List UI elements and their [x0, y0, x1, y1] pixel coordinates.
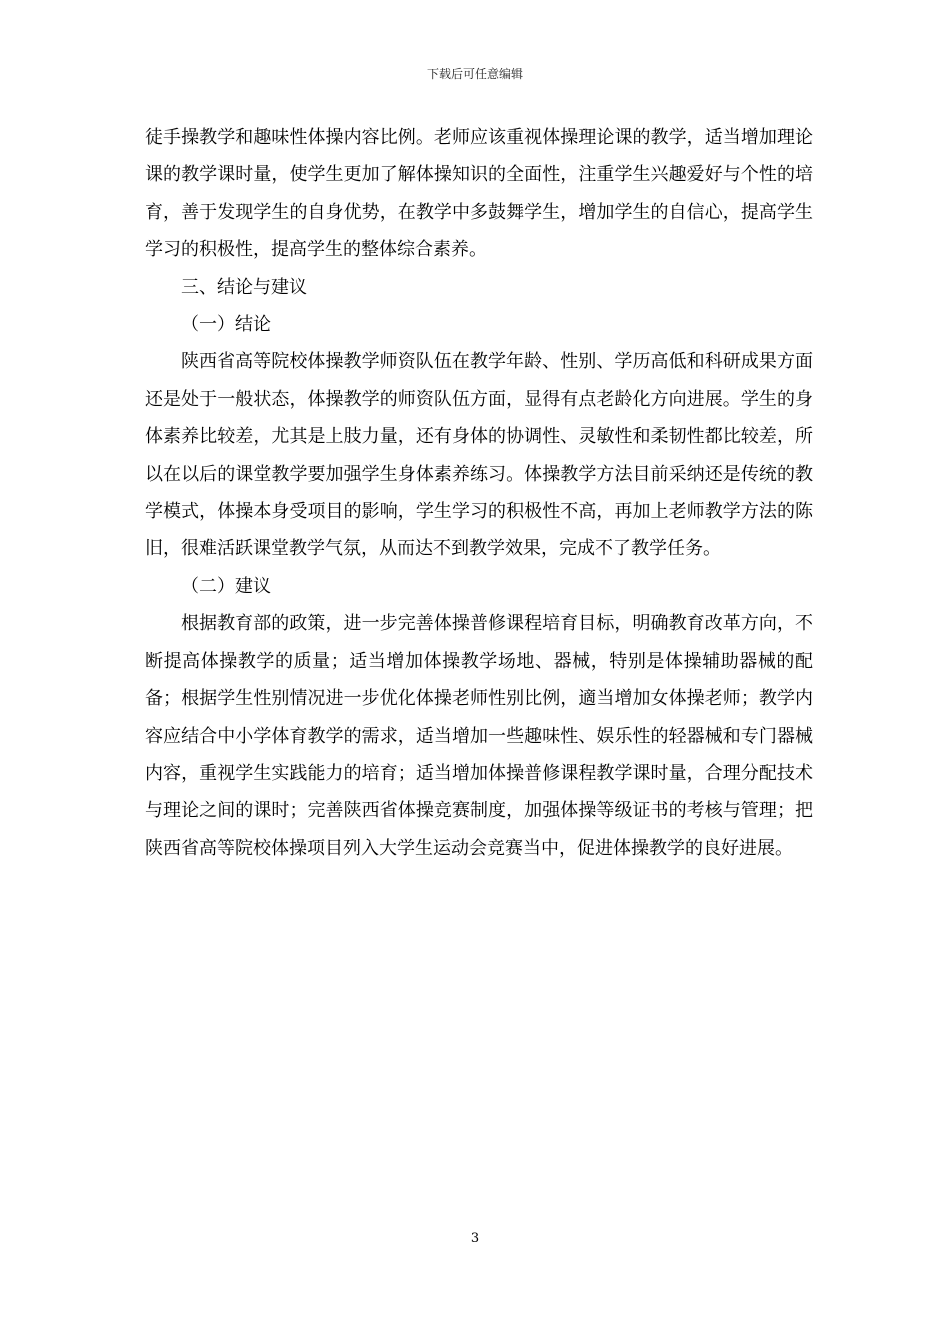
document-body [145, 119, 813, 867]
page-number: 3 [470, 1231, 480, 1246]
subsection-heading-conclusion: （一）结论 [181, 314, 271, 336]
paragraph-continuation: 徒手操教学和趣味性体操内容比例。老师应该重视体操理论课的教学，适当增加理论课的教学课时量，使学生更加了解体操知识的全面性，注重学生兴趣爱好与个性的培育，善于发现学生的自身优势，在教学中多鼓舞学生，增加学生的自信心，提高学生学习的积极性，提高学生的整体综合素养。 [145, 127, 813, 261]
paragraph-suggestion: 根据教育部的政策，进一步完善体操普修课程培育目标，明确教育改革方向，不断提高体操教学的质量；适当增加体操教学场地、器械，特别是体操辅助器械的配备；根据学生性别情况进一步优化体操老师性别比例，適当增加女体操老师；教学内容应结合中小学体育教学的需求，适当增加一些趣味性、娱乐性的轻器械和专门器械内容，重视学生实践能力的培育；适当增加体操普修课程教学课时量，合理分配技术与理论之间的课时；完善陕西省体操竞赛制度，加强体操等级证书的考核与管理；把陕西省高等院校体操项目列入大学生运动会竞赛当中，促进体操教学的良好进展。 [145, 613, 813, 859]
subsection-heading-suggestion: （二）建议 [181, 575, 271, 597]
section-heading-conclusion-suggestion: 三、结论与建议 [181, 276, 307, 298]
paragraph-conclusion: 陕西省高等院校体操教学师资队伍在教学年龄、性别、学历高低和科研成果方面还是处于一般状态，体操教学的师资队伍方面，显得有点老龄化方向进展。学生的身体素养比较差，尤其是上肢力量，还有身体的协调性、灵敏性和柔韧性都比较差，所以在以后的课堂教学要加强学生身体素养练习。体操教学方法目前采纳还是传统的教学模式，体操本身受项目的影响，学生学习的积极性不高，再加上老师教学方法的陈旧，很难活跃课堂教学气氛，从而达不到教学效果，完成不了教学任务。 [145, 351, 813, 560]
page-header: 下载后可任意编辑 [426, 67, 523, 81]
